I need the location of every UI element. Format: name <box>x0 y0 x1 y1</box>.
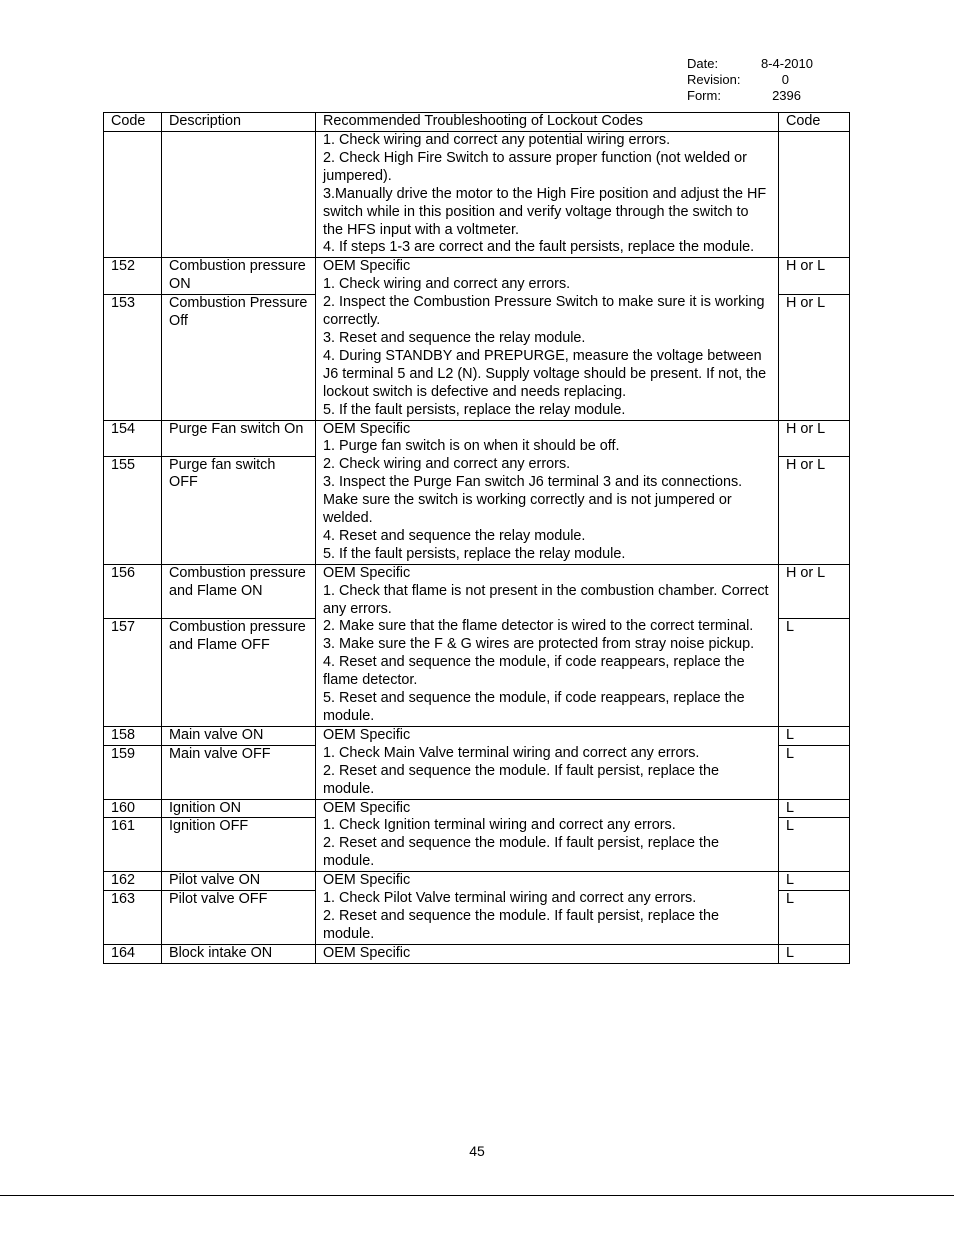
code-letter-cell: L <box>779 818 850 872</box>
troubleshooting-step: 1. Check Ignition terminal wiring and correct any errors. <box>323 817 676 834</box>
troubleshooting-step: 1. Check wiring and correct any errors. <box>323 276 571 293</box>
troubleshooting-step: OEM Specific <box>323 944 411 961</box>
troubleshooting-step: OEM Specific <box>323 258 411 275</box>
troubleshooting-step: 1. Check Pilot Valve terminal wiring and correct any errors. <box>323 890 697 907</box>
table-header-row <box>104 113 850 132</box>
troubleshooting-step: 1. Check that flame is not present in the combustion chamber. Correct any errors. <box>323 582 769 617</box>
troubleshooting-step: OEM Specific <box>323 872 411 889</box>
code-cell: 155 <box>104 456 162 564</box>
code-cell: 164 <box>104 944 162 963</box>
code-cell: 163 <box>104 891 162 945</box>
code-cell: 153 <box>104 295 162 420</box>
troubleshooting-step: 2. Reset and sequence the module. If fault persist, replace the module. <box>323 762 719 797</box>
troubleshooting-step: 4. During STANDBY and PREPURGE, measure the voltage between J6 terminal 5 and L2 (N). Supply voltage should be present. If not, the lockout switch is defective and needs replacing. <box>323 347 767 400</box>
column-header-code: Code <box>104 113 162 132</box>
troubleshooting-cell <box>316 726 779 799</box>
troubleshooting-step: 4. If steps 1-3 are correct and the fault persists, replace the module. <box>323 239 755 256</box>
code-cell: 158 <box>104 726 162 745</box>
code-cell: 160 <box>104 799 162 818</box>
troubleshooting-step: 3. Reset and sequence the relay module. <box>323 329 586 346</box>
troubleshooting-step: 2. Check High Fire Switch to assure proper function (not welded or jumpered). <box>323 149 747 184</box>
code-letter-cell: H or L <box>779 420 850 456</box>
code-cell: 152 <box>104 258 162 295</box>
troubleshooting-step: 1. Check wiring and correct any potential wiring errors. <box>323 132 671 148</box>
description-cell: Purge fan switch OFF <box>162 456 316 564</box>
column-header-description: Description <box>162 113 316 132</box>
date-value: 8-4-2010 <box>760 56 813 71</box>
description-cell: Combustion pressure and Flame ON <box>162 564 316 618</box>
description-cell: Pilot valve OFF <box>162 891 316 945</box>
date-row <box>687 56 813 72</box>
description-cell <box>162 132 316 258</box>
description-cell: Purge Fan switch On <box>162 420 316 456</box>
code-letter-cell: H or L <box>779 564 850 618</box>
form-value: 2396 <box>772 88 801 103</box>
troubleshooting-step: 4. Reset and sequence the module, if code reappears, replace the flame detector. <box>323 654 745 689</box>
code-cell: 159 <box>104 745 162 799</box>
description-cell: Pilot valve ON <box>162 872 316 891</box>
troubleshooting-cell <box>316 564 779 726</box>
form-label: Form: <box>687 88 721 103</box>
troubleshooting-step: 1. Purge fan switch is on when it should be off. <box>323 438 620 455</box>
date-label: Date: <box>687 56 719 71</box>
table-row <box>104 799 850 818</box>
troubleshooting-step: 3. Inspect the Purge Fan switch J6 terminal 3 and its connections. Make sure the switch is working correctly and is not jumpered or welded. <box>323 474 743 527</box>
description-cell: Ignition OFF <box>162 818 316 872</box>
column-header-troubleshooting: Recommended Troubleshooting of Lockout Codes <box>316 113 779 132</box>
description-cell: Main valve OFF <box>162 745 316 799</box>
code-cell: 154 <box>104 420 162 456</box>
footer-rule <box>0 1195 954 1196</box>
troubleshooting-step: OEM Specific <box>323 420 411 437</box>
troubleshooting-step: 2. Make sure that the flame detector is wired to the correct terminal. <box>323 618 754 635</box>
description-cell: Main valve ON <box>162 726 316 745</box>
table-row <box>104 420 850 456</box>
troubleshooting-step: 3.Manually drive the motor to the High Fire position and adjust the HF switch while in this position and verify voltage through the switch to the HFS input with a voltmeter. <box>323 185 767 238</box>
code-cell <box>104 132 162 258</box>
table-row <box>104 872 850 891</box>
troubleshooting-step: 5. Reset and sequence the module, if code reappears, replace the module. <box>323 690 745 724</box>
troubleshooting-step: 4. Reset and sequence the relay module. <box>323 527 586 544</box>
form-row <box>687 88 813 104</box>
code-letter-cell: L <box>779 618 850 726</box>
description-cell: Combustion pressure and Flame OFF <box>162 618 316 726</box>
code-cell: 157 <box>104 618 162 726</box>
description-cell: Block intake ON <box>162 944 316 963</box>
table-row <box>104 726 850 745</box>
troubleshooting-step: 2. Inspect the Combustion Pressure Switch to make sure it is working correctly. <box>323 294 765 329</box>
troubleshooting-cell <box>316 944 779 963</box>
troubleshooting-step: OEM Specific <box>323 564 411 581</box>
description-cell: Combustion pressure ON <box>162 258 316 295</box>
revision-row <box>687 72 813 88</box>
table-row <box>104 564 850 618</box>
code-cell: 161 <box>104 818 162 872</box>
code-cell: 156 <box>104 564 162 618</box>
table-body <box>104 132 850 964</box>
page-number: 45 <box>469 1143 485 1159</box>
code-letter-cell: L <box>779 726 850 745</box>
troubleshooting-step: 2. Check wiring and correct any errors. <box>323 456 571 473</box>
troubleshooting-step: 2. Reset and sequence the module. If fault persist, replace the module. <box>323 907 719 942</box>
code-cell: 162 <box>104 872 162 891</box>
table-row <box>104 944 850 963</box>
troubleshooting-step: OEM Specific <box>323 799 411 816</box>
troubleshooting-cell <box>316 799 779 872</box>
code-letter-cell: L <box>779 745 850 799</box>
troubleshooting-cell <box>316 132 779 258</box>
troubleshooting-cell <box>316 420 779 564</box>
table-row <box>104 258 850 295</box>
troubleshooting-cell <box>316 872 779 945</box>
code-letter-cell: L <box>779 944 850 963</box>
column-header-code-letter: Code <box>779 113 850 132</box>
code-letter-cell: H or L <box>779 258 850 295</box>
troubleshooting-step: 5. If the fault persists, replace the relay module. <box>323 545 626 562</box>
code-letter-cell: H or L <box>779 295 850 420</box>
troubleshooting-step: 5. If the fault persists, replace the relay module. <box>323 401 626 418</box>
revision-value: 0 <box>781 72 789 87</box>
table-row <box>104 132 850 258</box>
code-letter-cell: H or L <box>779 456 850 564</box>
troubleshooting-step: 3. Make sure the F & G wires are protected from stray noise pickup. <box>323 636 755 653</box>
description-cell: Combustion Pressure Off <box>162 295 316 420</box>
troubleshooting-step: 1. Check Main Valve terminal wiring and correct any errors. <box>323 744 700 761</box>
document-header <box>687 56 813 104</box>
troubleshooting-cell <box>316 258 779 420</box>
troubleshooting-step: 2. Reset and sequence the module. If fault persist, replace the module. <box>323 835 719 870</box>
lockout-codes-table <box>103 112 850 964</box>
description-cell: Ignition ON <box>162 799 316 818</box>
code-letter-cell: L <box>779 891 850 945</box>
code-letter-cell: L <box>779 872 850 891</box>
code-letter-cell: L <box>779 799 850 818</box>
troubleshooting-step: OEM Specific <box>323 726 411 743</box>
code-letter-cell <box>779 132 850 258</box>
revision-label: Revision: <box>687 72 741 87</box>
